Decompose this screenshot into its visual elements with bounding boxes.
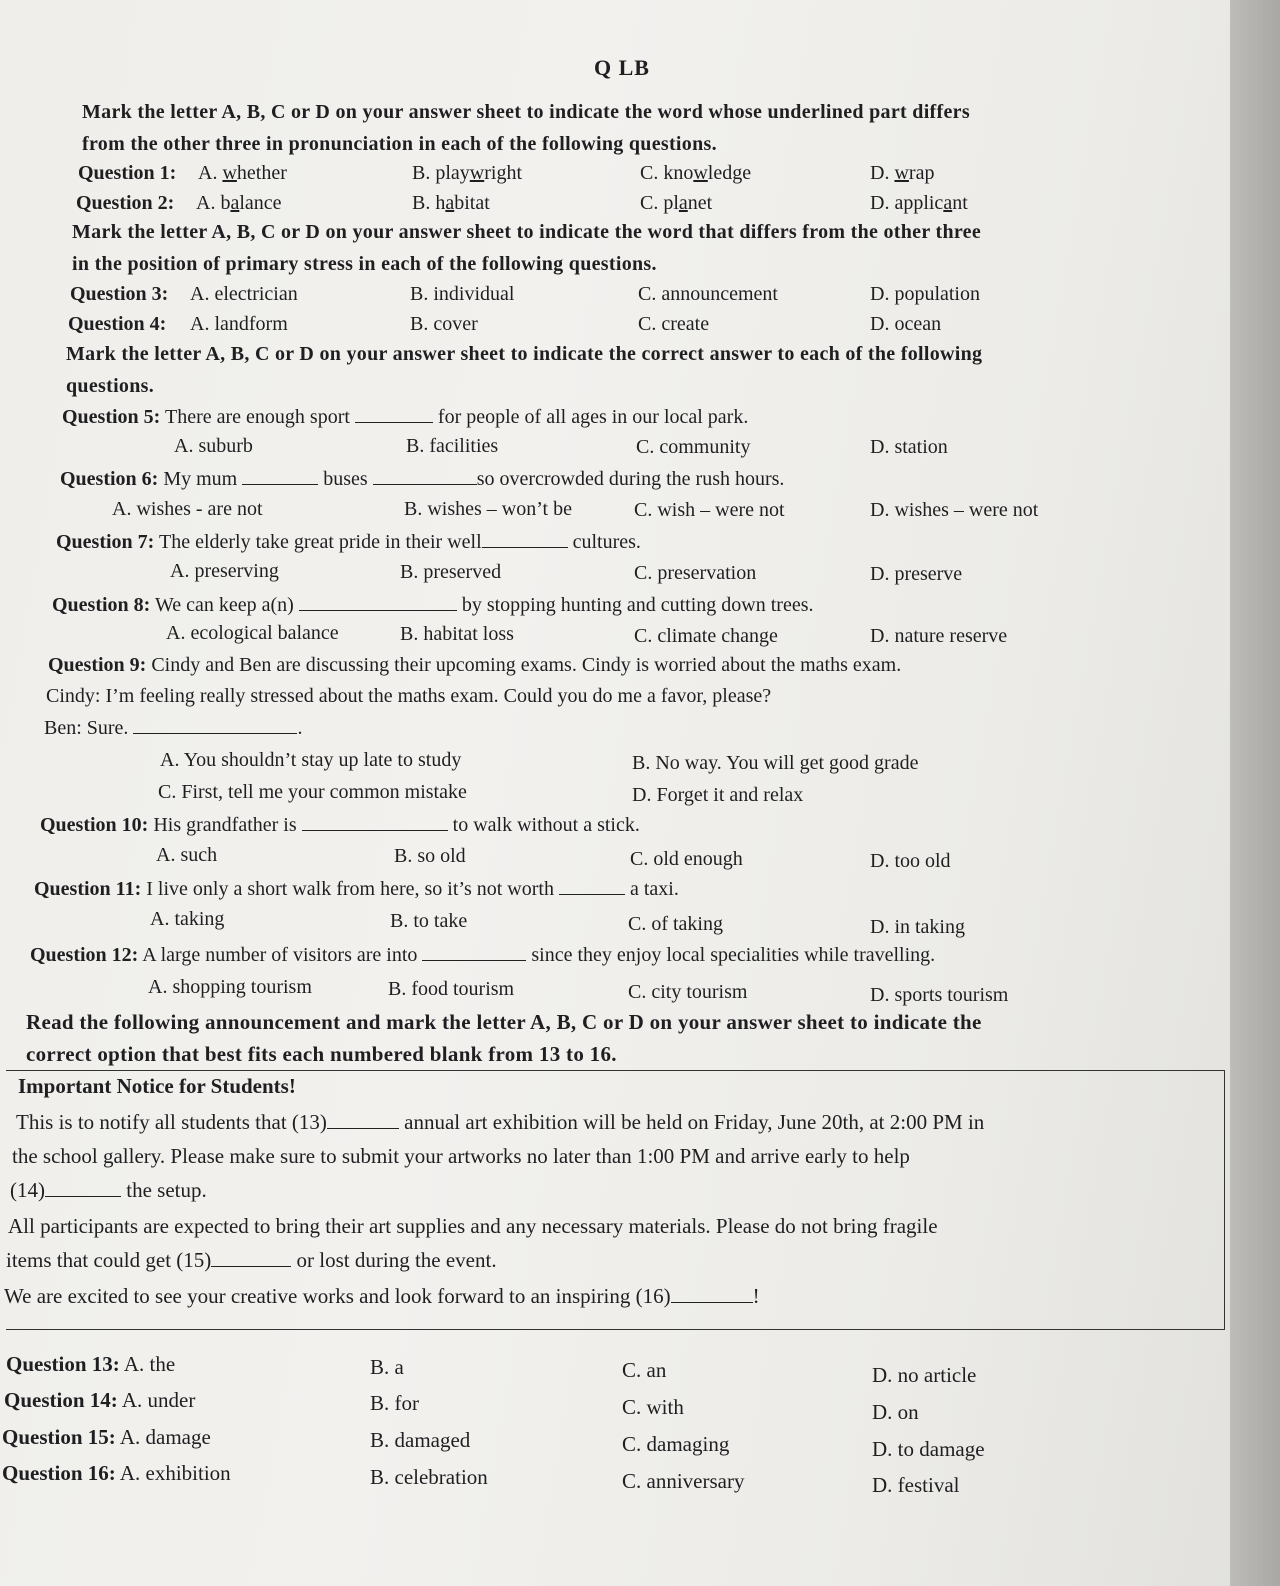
q8-option-d: D. nature reserve xyxy=(870,625,1008,647)
q6-option-c: C. wish – were not xyxy=(634,499,785,521)
question-3: Question 3: xyxy=(70,283,169,305)
q14-option-d: D. on xyxy=(872,1400,919,1424)
answer-blank xyxy=(482,529,568,548)
q4-option-b: B. cover xyxy=(410,313,478,335)
q4-option-d: D. ocean xyxy=(870,313,942,335)
q10-option-a: A. such xyxy=(156,844,218,866)
section2-instruction: Mark the letter A, B, C or D on your answer sheet to indicate the word that differs from the other three in the position of primary stress in each of the following questions. xyxy=(72,221,982,275)
notice-line-5: items that could get (15) or lost during the event. xyxy=(6,1248,497,1272)
notice-line-6: We are excited to see your creative works and look forward to an inspiring (16) ! xyxy=(4,1284,760,1308)
question-2: Question 2: xyxy=(76,192,175,214)
question-13: Question 13: A. the xyxy=(6,1352,176,1376)
q14-option-c: C. with xyxy=(622,1395,684,1419)
q1-option-b: B. playwright xyxy=(412,162,523,184)
q6-option-a: A. wishes - are not xyxy=(112,498,263,520)
q8-option-b: B. habitat loss xyxy=(400,623,514,645)
q10-option-b: B. so old xyxy=(394,845,466,867)
background-surface xyxy=(1230,0,1280,1586)
q10-option-c: C. old enough xyxy=(630,848,743,870)
question-16: Question 16: A. exhibition xyxy=(2,1461,231,1485)
answer-blank xyxy=(242,466,318,485)
notice-line-3: (14) the setup. xyxy=(10,1178,207,1202)
q3-option-d: D. population xyxy=(870,283,980,305)
q3-option-c: C. announcement xyxy=(638,283,778,305)
q5-option-d: D. station xyxy=(870,436,948,458)
question-8: Question 8: We can keep a(n) by stopping hunting and cutting down trees. xyxy=(52,594,814,616)
q9-option-c: C. First, tell me your common mistake xyxy=(158,781,467,803)
q13-option-d: D. no article xyxy=(872,1363,977,1387)
answer-blank xyxy=(355,404,433,423)
q3-option-b: B. individual xyxy=(410,283,515,305)
q6-option-d: D. wishes – were not xyxy=(870,499,1039,521)
answer-blank xyxy=(671,1284,753,1303)
q10-option-d: D. too old xyxy=(870,850,951,872)
q7-option-a: A. preserving xyxy=(170,560,279,582)
section3-instruction: Mark the letter A, B, C or D on your answer sheet to indicate the correct answer to each of the following questions. xyxy=(66,343,983,397)
q8-option-c: C. climate change xyxy=(634,625,778,647)
q2-option-a: A. balance xyxy=(196,192,282,214)
q4-option-a: A. landform xyxy=(190,313,288,335)
section1-instruction: Mark the letter A, B, C or D on your answer sheet to indicate the word whose underlined part differs from the other three in pronunciation in each of the following questions. xyxy=(82,101,970,155)
q9-option-a: A. You shouldn’t stay up late to study xyxy=(160,749,462,771)
q5-option-a: A. suburb xyxy=(174,435,253,457)
section4-instruction: Read the following announcement and mark the letter A, B, C or D on your answer sheet to indicate the correct option that best fits each numbered blank from 13 to 16. xyxy=(26,1010,982,1066)
question-10: Question 10: His grandfather is to walk without a stick. xyxy=(40,814,640,836)
q13-option-c: C. an xyxy=(622,1358,667,1382)
answer-blank xyxy=(327,1110,399,1129)
question-15: Question 15: A. damage xyxy=(2,1425,211,1449)
notice-heading: Important Notice for Students! xyxy=(18,1074,296,1098)
q11-option-c: C. of taking xyxy=(628,913,723,935)
answer-blank xyxy=(302,812,448,831)
q16-option-d: D. festival xyxy=(872,1473,960,1497)
answer-blank xyxy=(373,466,477,485)
question-14: Question 14: A. under xyxy=(4,1388,196,1412)
q11-option-b: B. to take xyxy=(390,910,468,932)
question-7: Question 7: The elderly take great pride in their well cultures. xyxy=(56,531,641,553)
q12-option-d: D. sports tourism xyxy=(870,984,1009,1006)
q2-option-b: B. habitat xyxy=(412,192,490,214)
question-5: Question 5: There are enough sport for people of all ages in our local park. xyxy=(62,406,749,428)
notice-line-1: This is to notify all students that (13) annual art exhibition will be held on Friday, June 20th, at 2:00 PM in xyxy=(16,1110,985,1134)
q8-option-a: A. ecological balance xyxy=(166,622,339,644)
q1-option-a: A. whether xyxy=(198,162,287,184)
q7-option-c: C. preservation xyxy=(634,562,757,584)
q1-option-c: C. knowledge xyxy=(640,162,752,184)
question-11: Question 11: I live only a short walk from here, so it’s not worth a taxi. xyxy=(34,878,679,900)
q12-option-c: C. city tourism xyxy=(628,981,748,1003)
page-title: Q LB xyxy=(594,55,650,80)
q7-option-d: D. preserve xyxy=(870,563,963,585)
q4-option-c: C. create xyxy=(638,313,710,335)
answer-blank xyxy=(422,942,526,961)
q11-option-a: A. taking xyxy=(150,908,225,930)
q12-option-a: A. shopping tourism xyxy=(148,976,312,998)
q14-option-b: B. for xyxy=(370,1391,419,1415)
q9-dialogue-cindy: Cindy: I’m feeling really stressed about the maths exam. Could you do me a favor, please? xyxy=(46,685,772,707)
answer-blank xyxy=(211,1248,291,1267)
q2-option-c: C. planet xyxy=(640,192,713,214)
notice-line-4: All participants are expected to bring their art supplies and any necessary materials. Please do not bring fragile xyxy=(8,1214,938,1238)
question-6: Question 6: My mum buses so overcrowded during the rush hours. xyxy=(60,468,785,490)
q15-option-d: D. to damage xyxy=(872,1437,985,1461)
q12-option-b: B. food tourism xyxy=(388,978,515,1000)
q5-option-c: C. community xyxy=(636,436,751,458)
question-12: Question 12: A large number of visitors are into since they enjoy local specialities while travelling. xyxy=(30,944,936,966)
q9-option-b: B. No way. You will get good grade xyxy=(632,752,919,774)
q5-option-b: B. facilities xyxy=(406,435,499,457)
q2-option-d: D. applicant xyxy=(870,192,968,214)
q9-dialogue-ben: Ben: Sure. . xyxy=(44,717,303,739)
question-4: Question 4: xyxy=(68,313,167,335)
notice-line-2: the school gallery. Please make sure to submit your artworks no later than 1:00 PM and arrive early to help xyxy=(12,1144,910,1168)
q16-option-c: C. anniversary xyxy=(622,1469,745,1493)
q15-option-b: B. damaged xyxy=(370,1428,471,1452)
answer-blank xyxy=(45,1178,121,1197)
q1-option-d: D. wrap xyxy=(870,162,935,184)
question-1: Question 1: xyxy=(78,162,177,184)
question-9: Question 9: Cindy and Ben are discussing their upcoming exams. Cindy is worried about the maths exam. xyxy=(48,654,902,676)
q15-option-c: C. damaging xyxy=(622,1432,730,1456)
answer-blank xyxy=(559,876,625,895)
q3-option-a: A. electrician xyxy=(190,283,298,305)
q9-option-d: D. Forget it and relax xyxy=(632,784,804,806)
q16-option-b: B. celebration xyxy=(370,1465,488,1489)
answer-blank xyxy=(133,715,297,734)
q11-option-d: D. in taking xyxy=(870,916,965,938)
answer-blank xyxy=(299,592,457,611)
q7-option-b: B. preserved xyxy=(400,561,502,583)
q6-option-b: B. wishes – won’t be xyxy=(404,498,572,520)
q13-option-b: B. a xyxy=(370,1355,404,1379)
